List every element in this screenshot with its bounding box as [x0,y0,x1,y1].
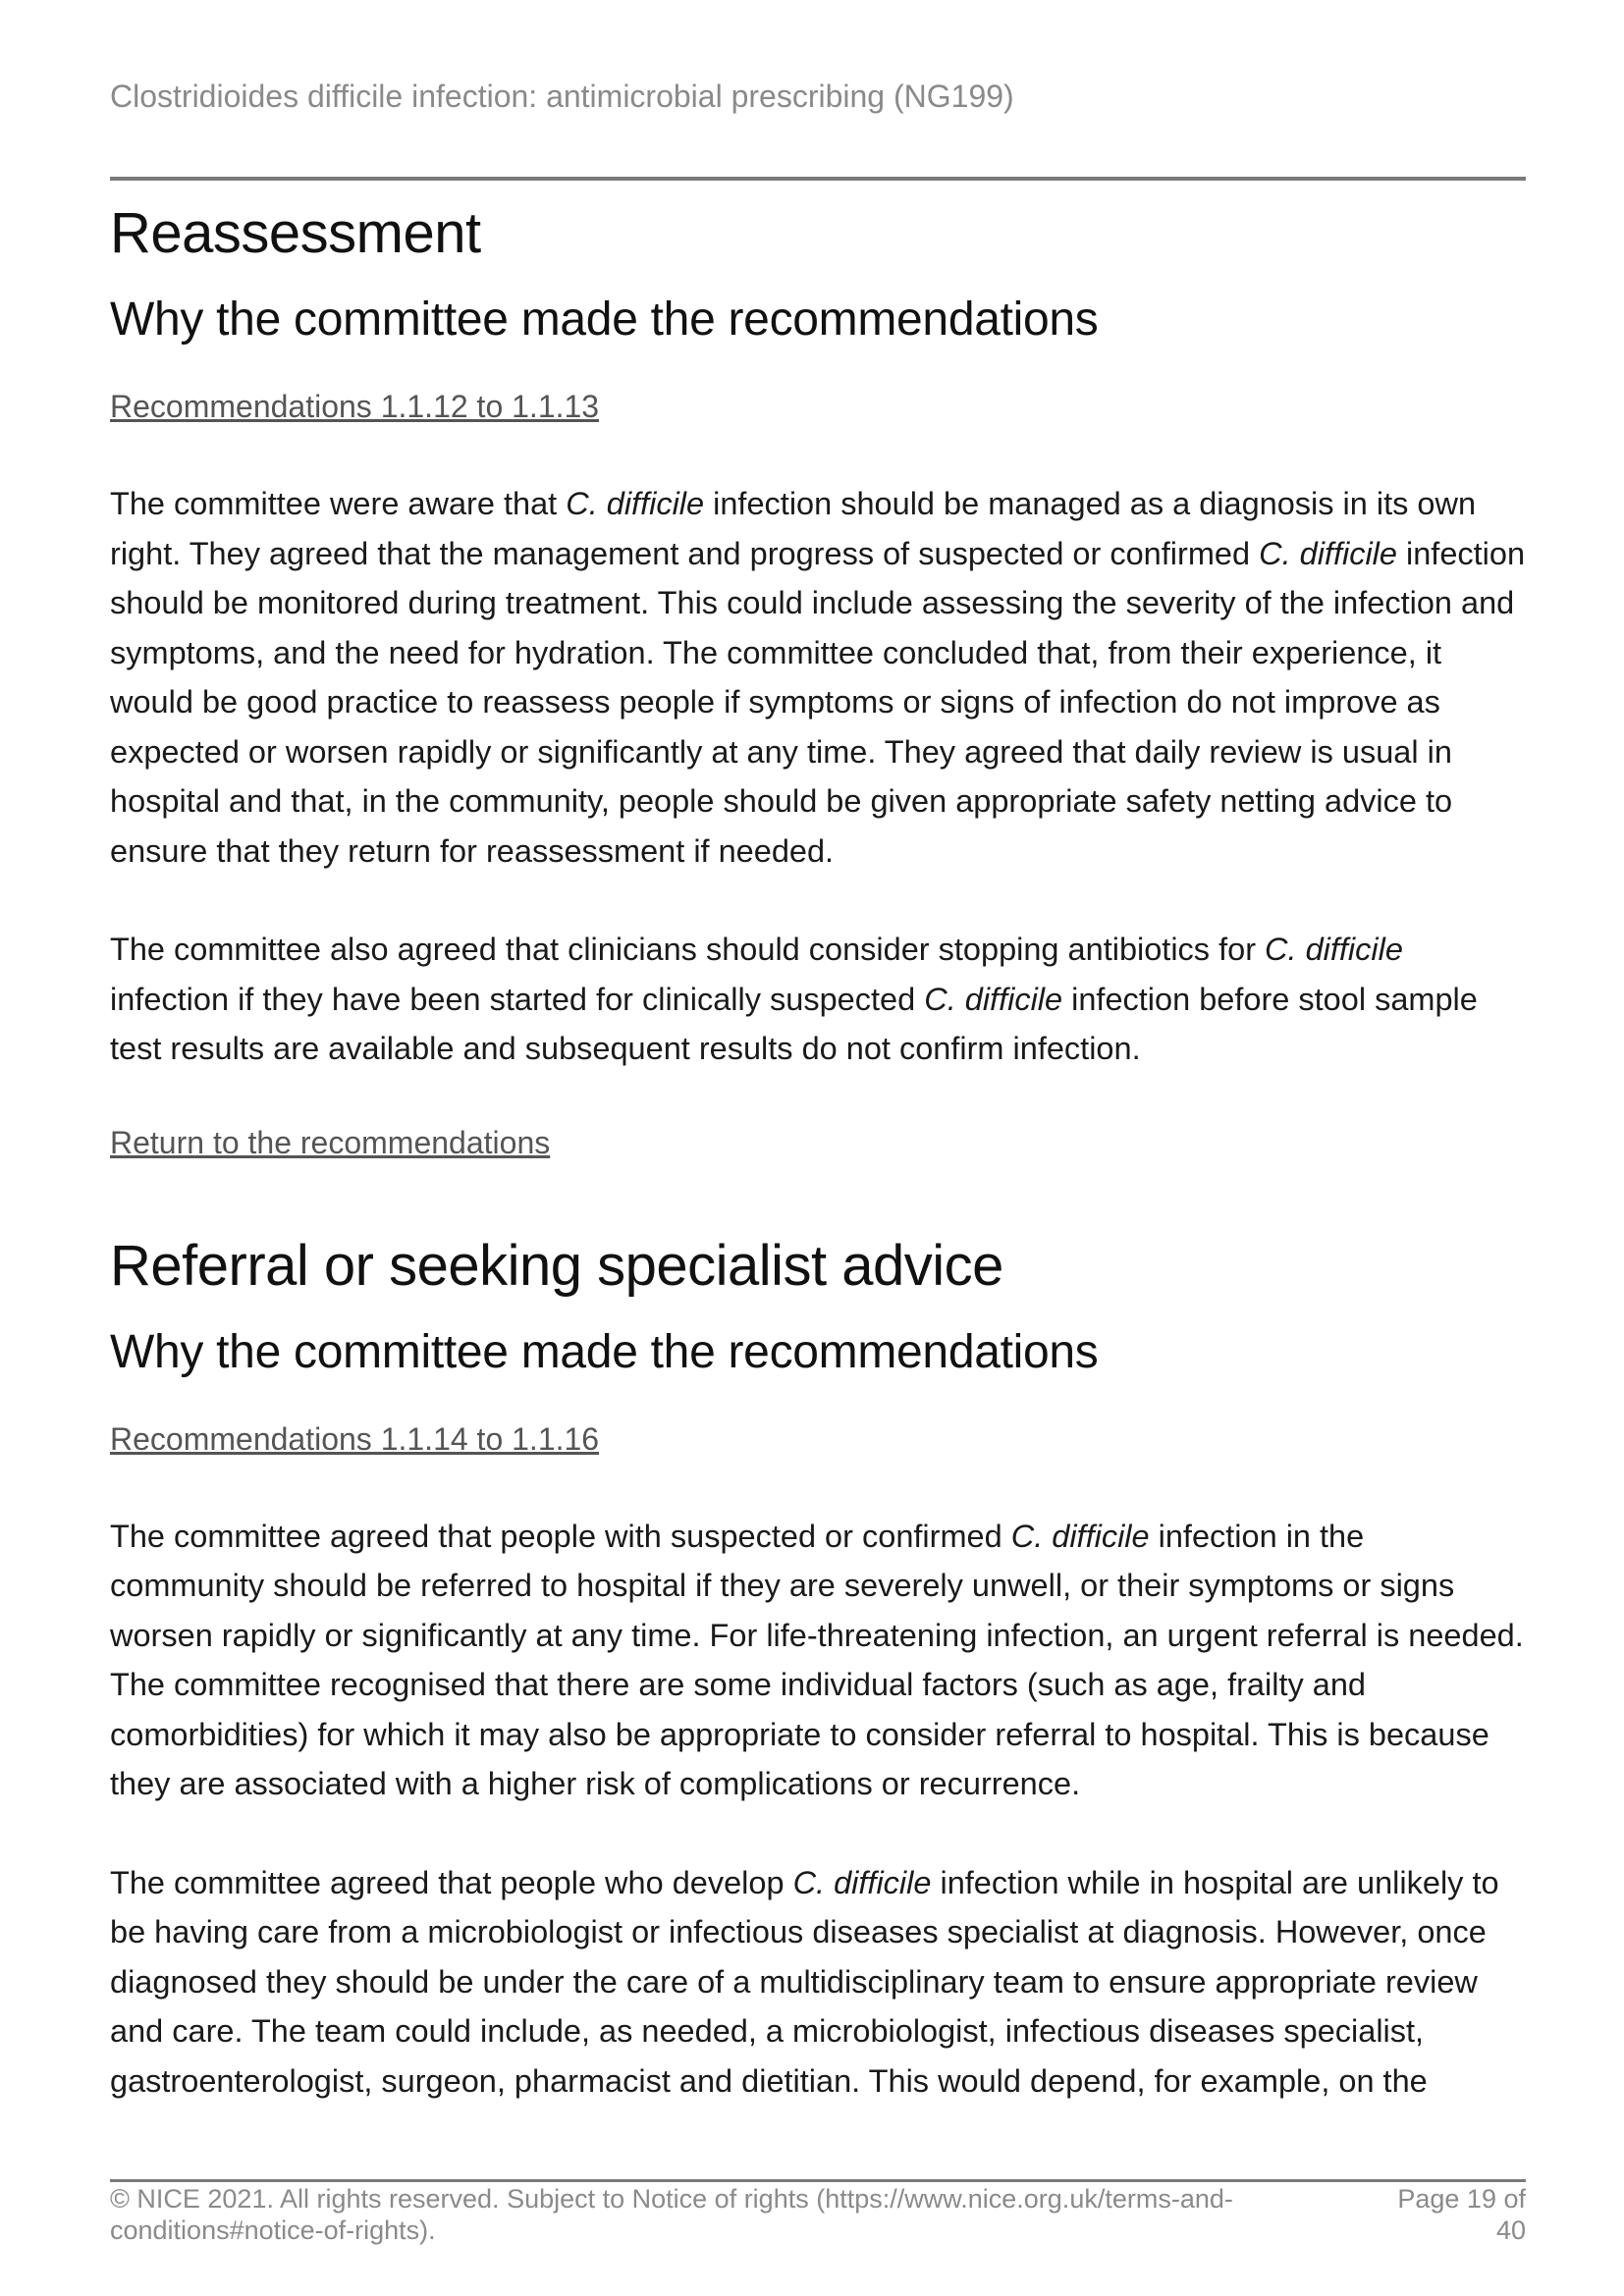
running-header: Clostridioides difficile infection: antimicrobial prescribing (NG199) [110,79,1014,114]
paragraph-referral-1: The committee agreed that people with suspected or confirmed C. difficile infection in the community should be referred to hospital if they are severely unwell, or their symptoms or signs worsen rapidly or significantly at any time. For life-threatening infection, an urgent referral is needed. The committee recognised that there are some individual factors (such as age, frailty and comorbidities) for which it may also be appropriate to consider referral to hospital. This is because they are associated with a higher risk of complications or recurrence. [110,1518,1524,1801]
paragraph-reassessment-1: The committee were aware that C. difficile infection should be managed as a diagnosis in its own right. They agreed that the management and progress of suspected or confirmed C. difficile infection should be monitored during treatment. This could include assessing the severity of the infection and symptoms, and the need for hydration. The committee concluded that, from their experience, it would be good practice to reassess people if symptoms or signs of infection do not improve as expected or worsen rapidly or significantly at any time. They agreed that daily review is usual in hospital and that, in the community, people should be given appropriate safety netting advice to ensure that they return for reassessment if needed. [110,486,1526,869]
paragraph-referral-2: The committee agreed that people who develop C. difficile infection while in hospital are unlikely to be having care from a microbiologist or infectious diseases specialist at diagnosis. However, once diagnosed they should be under the care of a multidisciplinary team to ensure appropriate review and care. The team could include, as needed, a microbiologist, infectious diseases specialist, gastroenterologist, surgeon, pharmacist and dietitian. This would depend, for example, on the [110,1864,1499,2099]
page-content [110,192,1526,2106]
section-subheading-referral: Why the committee made the recommendations [110,1325,1099,1378]
recommendations-link-1-1-12[interactable]: Recommendations 1.1.12 to 1.1.13 [110,389,600,424]
footer-page-number: Page 19 of 40 [1397,2184,1526,2245]
section-heading-referral: Referral or seeking specialist advice [110,1233,1003,1298]
section-subheading-reassessment: Why the committee made the recommendations [110,294,1099,346]
footer-divider [110,2179,1526,2182]
section-heading-reassessment: Reassessment [110,201,481,265]
footer-copyright: © NICE 2021. All rights reserved. Subject to Notice of rights (https://www.nice.org.uk/terms-and-conditions#notice-of-rights). [110,2184,1233,2245]
document-page [110,0,1526,2296]
paragraph-reassessment-2: The committee also agreed that clinicians should consider stopping antibiotics for C. difficile infection if they have been started for clinically suspected C. difficile infection before stool sample test results are available and subsequent results do not confirm infection. [110,932,1478,1066]
header-divider [110,177,1526,181]
return-to-recommendations-link[interactable]: Return to the recommendations [110,1124,551,1160]
recommendations-link-1-1-14[interactable]: Recommendations 1.1.14 to 1.1.16 [110,1420,600,1457]
